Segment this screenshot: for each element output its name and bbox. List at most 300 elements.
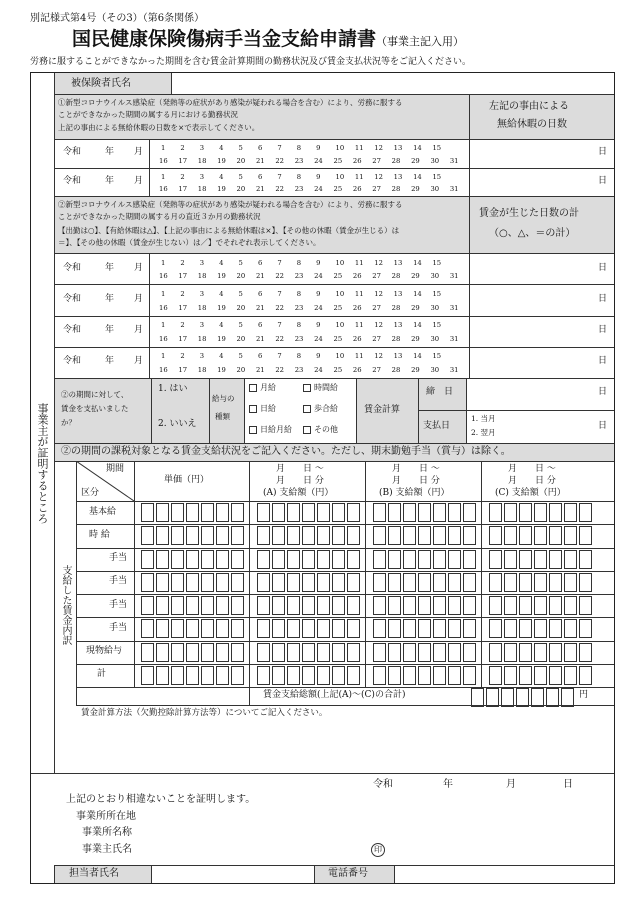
digit-box[interactable]	[373, 550, 386, 569]
digit-box[interactable]	[549, 643, 562, 662]
digit-box[interactable]	[317, 596, 330, 615]
digit-box[interactable]	[216, 596, 229, 615]
digit-box[interactable]	[564, 526, 577, 545]
digit-box[interactable]	[579, 596, 592, 615]
wage-type-option-5[interactable]	[249, 426, 292, 434]
digit-box[interactable]	[519, 619, 532, 638]
digit-box[interactable]	[448, 619, 461, 638]
digit-box[interactable]	[463, 573, 476, 592]
digit-box[interactable]	[272, 503, 285, 522]
digit-box[interactable]	[257, 503, 270, 522]
day-number: 13	[393, 258, 403, 267]
digit-box[interactable]	[347, 619, 360, 638]
digit-box[interactable]	[489, 619, 502, 638]
checkbox-icon[interactable]	[303, 426, 311, 434]
digit-box[interactable]	[504, 503, 517, 522]
digit-box[interactable]	[549, 550, 562, 569]
digit-box[interactable]	[317, 550, 330, 569]
digit-box[interactable]	[317, 666, 330, 685]
digit-box[interactable]	[463, 619, 476, 638]
amount-boxes-row8-col1[interactable]	[141, 666, 246, 685]
day-number: 27	[372, 366, 381, 375]
amount-boxes-row6-col2[interactable]	[257, 619, 362, 638]
digit-box[interactable]	[403, 666, 416, 685]
digit-box[interactable]	[216, 550, 229, 569]
digit-box[interactable]	[171, 503, 184, 522]
digit-box[interactable]	[317, 573, 330, 592]
digit-box[interactable]	[302, 550, 315, 569]
checkbox-icon[interactable]	[303, 384, 311, 392]
digit-box[interactable]	[534, 573, 547, 592]
digit-box[interactable]	[156, 596, 169, 615]
sec1-day-grid-1[interactable]	[151, 139, 469, 168]
day-number: 29	[411, 156, 420, 165]
wage-type-option-1[interactable]	[249, 384, 276, 392]
digit-box[interactable]	[504, 573, 517, 592]
digit-box[interactable]	[186, 643, 199, 662]
digit-box[interactable]	[257, 643, 270, 662]
digit-box[interactable]	[216, 526, 229, 545]
digit-box[interactable]	[418, 666, 431, 685]
digit-box[interactable]	[579, 643, 592, 662]
digit-box[interactable]	[489, 503, 502, 522]
digit-box[interactable]	[519, 596, 532, 615]
digit-box[interactable]	[448, 503, 461, 522]
digit-box[interactable]	[257, 573, 270, 592]
digit-box[interactable]	[171, 643, 184, 662]
digit-box[interactable]	[564, 666, 577, 685]
digit-box[interactable]	[549, 619, 562, 638]
digit-box[interactable]	[302, 596, 315, 615]
digit-box[interactable]	[433, 526, 446, 545]
payday-option-current[interactable]: 1. 当月	[471, 414, 496, 423]
digit-box[interactable]	[287, 596, 300, 615]
digit-box[interactable]	[302, 643, 315, 662]
digit-box[interactable]	[272, 526, 285, 545]
digit-box[interactable]	[272, 550, 285, 569]
digit-box[interactable]	[156, 573, 169, 592]
amount-boxes-row2-col3[interactable]	[373, 526, 478, 545]
digit-box[interactable]	[186, 526, 199, 545]
section1-line3: 上記の事由による無給休暇の日数を×で表示してください。	[58, 123, 260, 132]
digit-box[interactable]	[332, 619, 345, 638]
wage-type-option-3[interactable]	[249, 405, 276, 413]
digit-box[interactable]	[287, 619, 300, 638]
digit-box[interactable]	[201, 550, 214, 569]
amount-boxes-row3-col2[interactable]	[257, 550, 362, 569]
digit-box[interactable]	[463, 643, 476, 662]
digit-box[interactable]	[433, 503, 446, 522]
day-number: 13	[393, 321, 403, 330]
digit-box[interactable]	[448, 526, 461, 545]
digit-box[interactable]	[332, 503, 345, 522]
digit-box[interactable]	[418, 503, 431, 522]
digit-box[interactable]	[257, 666, 270, 685]
digit-box[interactable]	[463, 596, 476, 615]
day-number: 9	[316, 144, 321, 153]
amount-boxes-row2-col2[interactable]	[257, 526, 362, 545]
digit-box[interactable]	[216, 666, 229, 685]
digit-box[interactable]	[347, 503, 360, 522]
digit-box[interactable]	[448, 666, 461, 685]
digit-box[interactable]	[564, 619, 577, 638]
digit-box[interactable]	[579, 526, 592, 545]
digit-box[interactable]	[156, 643, 169, 662]
digit-box[interactable]	[201, 596, 214, 615]
digit-box[interactable]	[231, 503, 244, 522]
digit-box[interactable]	[201, 619, 214, 638]
digit-box[interactable]	[388, 573, 401, 592]
amount-boxes-row3-col4[interactable]	[489, 550, 594, 569]
digit-box[interactable]	[332, 643, 345, 662]
day-number: 14	[413, 144, 422, 153]
digit-box[interactable]	[579, 550, 592, 569]
digit-box[interactable]	[418, 643, 431, 662]
checkbox-icon[interactable]	[249, 405, 257, 413]
digit-box[interactable]	[418, 550, 431, 569]
digit-box[interactable]	[534, 526, 547, 545]
digit-box[interactable]	[287, 573, 300, 592]
digit-box[interactable]	[347, 526, 360, 545]
digit-box[interactable]	[403, 596, 416, 615]
digit-box[interactable]	[549, 573, 562, 592]
wage-row-label-3: 手当	[109, 553, 128, 564]
sec2-day-grid-1[interactable]	[151, 253, 469, 284]
digit-box[interactable]	[463, 550, 476, 569]
digit-box[interactable]	[418, 573, 431, 592]
digit-box[interactable]	[504, 550, 517, 569]
digit-box[interactable]	[141, 526, 154, 545]
digit-box[interactable]	[287, 666, 300, 685]
digit-box[interactable]	[579, 666, 592, 685]
digit-box[interactable]	[287, 643, 300, 662]
digit-box[interactable]	[534, 666, 547, 685]
digit-box[interactable]	[156, 666, 169, 685]
digit-box[interactable]	[332, 550, 345, 569]
digit-box[interactable]	[504, 619, 517, 638]
digit-box[interactable]	[317, 643, 330, 662]
digit-box[interactable]	[418, 526, 431, 545]
digit-box[interactable]	[504, 643, 517, 662]
digit-box[interactable]	[201, 573, 214, 592]
digit-box[interactable]	[171, 526, 184, 545]
digit-box[interactable]	[287, 526, 300, 545]
digit-box[interactable]	[403, 643, 416, 662]
amount-boxes-row5-col1[interactable]	[141, 596, 246, 615]
digit-box[interactable]	[433, 573, 446, 592]
amount-boxes-row5-col2[interactable]	[257, 596, 362, 615]
digit-box[interactable]	[317, 526, 330, 545]
day-number: 26	[352, 156, 362, 165]
day-number: 27	[372, 156, 381, 165]
digit-box[interactable]	[504, 596, 517, 615]
digit-box[interactable]	[433, 596, 446, 615]
day-number: 17	[178, 272, 188, 281]
digit-box[interactable]	[216, 503, 229, 522]
digit-box[interactable]	[519, 503, 532, 522]
digit-box[interactable]	[347, 666, 360, 685]
digit-box[interactable]	[257, 550, 270, 569]
day-number: 4	[219, 321, 224, 330]
amount-boxes-row3-col1[interactable]	[141, 550, 246, 569]
digit-box[interactable]	[564, 573, 577, 592]
digit-box[interactable]	[564, 550, 577, 569]
digit-box[interactable]	[549, 596, 562, 615]
amount-boxes-row6-col3[interactable]	[373, 619, 478, 638]
day-number: 4	[219, 172, 224, 181]
digit-box[interactable]	[216, 573, 229, 592]
digit-box[interactable]	[231, 666, 244, 685]
amount-boxes-row2-col1[interactable]	[141, 526, 246, 545]
digit-box[interactable]	[388, 666, 401, 685]
digit-box[interactable]	[216, 643, 229, 662]
digit-box[interactable]	[504, 666, 517, 685]
digit-box[interactable]	[186, 666, 199, 685]
digit-box[interactable]	[519, 550, 532, 569]
digit-box[interactable]	[171, 619, 184, 638]
amount-boxes-row4-col3[interactable]	[373, 573, 478, 592]
amount-boxes-row1-col1[interactable]	[141, 503, 246, 522]
digit-box[interactable]	[504, 526, 517, 545]
digit-box[interactable]	[489, 526, 502, 545]
digit-box[interactable]	[156, 526, 169, 545]
digit-box[interactable]	[388, 503, 401, 522]
sec2-day-grid-2[interactable]	[151, 284, 469, 315]
digit-box[interactable]	[201, 666, 214, 685]
digit-box[interactable]	[448, 550, 461, 569]
digit-box[interactable]	[433, 643, 446, 662]
digit-box[interactable]	[403, 573, 416, 592]
sec2-era-4: 令和	[63, 356, 82, 367]
digit-box[interactable]	[156, 550, 169, 569]
amount-boxes-row1-col2[interactable]	[257, 503, 362, 522]
digit-box[interactable]	[564, 596, 577, 615]
digit-box[interactable]	[141, 573, 154, 592]
digit-box[interactable]	[403, 550, 416, 569]
digit-box[interactable]	[141, 666, 154, 685]
digit-box[interactable]	[519, 573, 532, 592]
digit-box[interactable]	[317, 619, 330, 638]
digit-box[interactable]	[231, 550, 244, 569]
amount-boxes-row5-col4[interactable]	[489, 596, 594, 615]
digit-box[interactable]	[287, 503, 300, 522]
digit-box[interactable]	[463, 666, 476, 685]
digit-box[interactable]	[373, 573, 386, 592]
digit-box[interactable]	[519, 666, 532, 685]
digit-box[interactable]	[332, 666, 345, 685]
payment-option-yes[interactable]: 1. はい	[158, 384, 188, 394]
digit-box[interactable]	[534, 596, 547, 615]
digit-box[interactable]	[373, 643, 386, 662]
digit-box[interactable]	[433, 666, 446, 685]
digit-box[interactable]	[231, 643, 244, 662]
digit-box[interactable]	[373, 526, 386, 545]
amount-boxes-row4-col2[interactable]	[257, 573, 362, 592]
digit-box[interactable]	[347, 643, 360, 662]
digit-box[interactable]	[156, 619, 169, 638]
digit-box[interactable]	[519, 643, 532, 662]
digit-box[interactable]	[231, 573, 244, 592]
day-number: 18	[197, 303, 207, 312]
digit-box[interactable]	[272, 643, 285, 662]
amount-boxes-row8-col3[interactable]	[373, 666, 478, 685]
sec2-day-grid-3[interactable]	[151, 316, 469, 347]
payment-option-no[interactable]: 2. いいえ	[158, 419, 197, 429]
digit-box[interactable]	[448, 643, 461, 662]
digit-box[interactable]	[257, 619, 270, 638]
digit-box[interactable]	[373, 503, 386, 522]
digit-box[interactable]	[433, 550, 446, 569]
digit-box[interactable]	[373, 666, 386, 685]
digit-box[interactable]	[549, 503, 562, 522]
amount-boxes-row7-col3[interactable]	[373, 643, 478, 662]
digit-box[interactable]	[231, 619, 244, 638]
digit-box[interactable]	[534, 643, 547, 662]
digit-box[interactable]	[156, 503, 169, 522]
digit-box[interactable]	[231, 596, 244, 615]
wage-type-option-6[interactable]	[303, 426, 338, 434]
digit-box[interactable]	[171, 666, 184, 685]
digit-box[interactable]	[549, 666, 562, 685]
digit-box[interactable]	[347, 573, 360, 592]
day-number: 12	[374, 289, 383, 298]
digit-box[interactable]	[201, 503, 214, 522]
digit-box[interactable]	[231, 526, 244, 545]
digit-box[interactable]	[418, 619, 431, 638]
digit-box[interactable]	[489, 643, 502, 662]
checkbox-icon[interactable]	[249, 426, 257, 434]
digit-box[interactable]	[549, 526, 562, 545]
digit-box[interactable]	[257, 526, 270, 545]
digit-box[interactable]	[448, 573, 461, 592]
digit-box[interactable]	[489, 666, 502, 685]
digit-box[interactable]	[272, 619, 285, 638]
digit-box[interactable]	[302, 526, 315, 545]
digit-box[interactable]	[141, 643, 154, 662]
digit-box[interactable]	[332, 573, 345, 592]
digit-box[interactable]	[332, 596, 345, 615]
amount-boxes-row7-col1[interactable]	[141, 643, 246, 662]
digit-box[interactable]	[388, 526, 401, 545]
digit-box[interactable]	[373, 596, 386, 615]
digit-box[interactable]	[272, 573, 285, 592]
digit-box[interactable]	[463, 503, 476, 522]
digit-box[interactable]	[373, 619, 386, 638]
amount-boxes-row5-col3[interactable]	[373, 596, 478, 615]
digit-box[interactable]	[433, 619, 446, 638]
amount-boxes-row4-col4[interactable]	[489, 573, 594, 592]
digit-box[interactable]	[418, 596, 431, 615]
digit-box[interactable]	[201, 643, 214, 662]
digit-box[interactable]	[448, 596, 461, 615]
digit-box[interactable]	[564, 643, 577, 662]
amount-boxes-row2-col4[interactable]	[489, 526, 594, 545]
amount-boxes-row7-col2[interactable]	[257, 643, 362, 662]
amount-boxes-row4-col1[interactable]	[141, 573, 246, 592]
day-number: 24	[314, 303, 323, 312]
wage-row-label-8: 計	[97, 669, 107, 680]
closing-day-label: 締 日	[426, 387, 454, 397]
digit-box[interactable]	[302, 573, 315, 592]
checkbox-icon[interactable]	[249, 384, 257, 392]
digit-box[interactable]	[201, 526, 214, 545]
payday-option-next[interactable]: 2. 翌月	[471, 428, 496, 437]
digit-box[interactable]	[403, 619, 416, 638]
digit-box[interactable]	[186, 503, 199, 522]
amount-boxes-row1-col4[interactable]	[489, 503, 594, 522]
digit-box[interactable]	[564, 503, 577, 522]
sec2-day-grid-4[interactable]	[151, 347, 469, 378]
digit-box[interactable]	[579, 503, 592, 522]
sec1-day-grid-2[interactable]	[151, 168, 469, 197]
day-number: 3	[199, 289, 205, 298]
amount-boxes-row6-col4[interactable]	[489, 619, 594, 638]
digit-box[interactable]	[302, 666, 315, 685]
digit-box[interactable]	[287, 550, 300, 569]
digit-box[interactable]	[186, 596, 199, 615]
digit-box[interactable]	[534, 619, 547, 638]
digit-box[interactable]	[171, 596, 184, 615]
digit-box[interactable]	[579, 619, 592, 638]
digit-box[interactable]	[257, 596, 270, 615]
amount-boxes-row8-col4[interactable]	[489, 666, 594, 685]
digit-box[interactable]	[519, 526, 532, 545]
digit-box[interactable]	[489, 550, 502, 569]
digit-box[interactable]	[388, 550, 401, 569]
digit-box[interactable]	[534, 550, 547, 569]
digit-box[interactable]	[186, 550, 199, 569]
amount-boxes-row7-col4[interactable]	[489, 643, 594, 662]
digit-box[interactable]	[388, 596, 401, 615]
wage-type-option-4[interactable]	[303, 405, 338, 413]
amount-boxes-row1-col3[interactable]	[373, 503, 478, 522]
amount-boxes-row3-col3[interactable]	[373, 550, 478, 569]
digit-box[interactable]	[186, 573, 199, 592]
digit-box[interactable]	[463, 526, 476, 545]
day-number: 13	[393, 172, 403, 181]
digit-box[interactable]	[403, 503, 416, 522]
digit-box[interactable]	[489, 573, 502, 592]
digit-box[interactable]	[302, 619, 315, 638]
amount-boxes-row8-col2[interactable]	[257, 666, 362, 685]
digit-box[interactable]	[141, 619, 154, 638]
digit-box[interactable]	[332, 526, 345, 545]
digit-box[interactable]	[186, 619, 199, 638]
digit-box[interactable]	[171, 550, 184, 569]
digit-box[interactable]	[388, 619, 401, 638]
digit-box[interactable]	[388, 643, 401, 662]
amount-boxes-row6-col1[interactable]	[141, 619, 246, 638]
digit-box[interactable]	[302, 503, 315, 522]
digit-box[interactable]	[347, 596, 360, 615]
digit-box[interactable]	[272, 596, 285, 615]
digit-box[interactable]	[403, 526, 416, 545]
day-number: 14	[413, 321, 422, 330]
digit-box[interactable]	[141, 503, 154, 522]
digit-box[interactable]	[141, 550, 154, 569]
digit-box[interactable]	[216, 619, 229, 638]
checkbox-icon[interactable]	[303, 405, 311, 413]
digit-box[interactable]	[171, 573, 184, 592]
digit-box[interactable]	[347, 550, 360, 569]
digit-box[interactable]	[141, 596, 154, 615]
wage-type-option-2[interactable]	[303, 384, 338, 392]
digit-box[interactable]	[534, 503, 547, 522]
digit-box[interactable]	[579, 573, 592, 592]
digit-box[interactable]	[489, 596, 502, 615]
digit-box[interactable]	[317, 503, 330, 522]
digit-box[interactable]	[272, 666, 285, 685]
